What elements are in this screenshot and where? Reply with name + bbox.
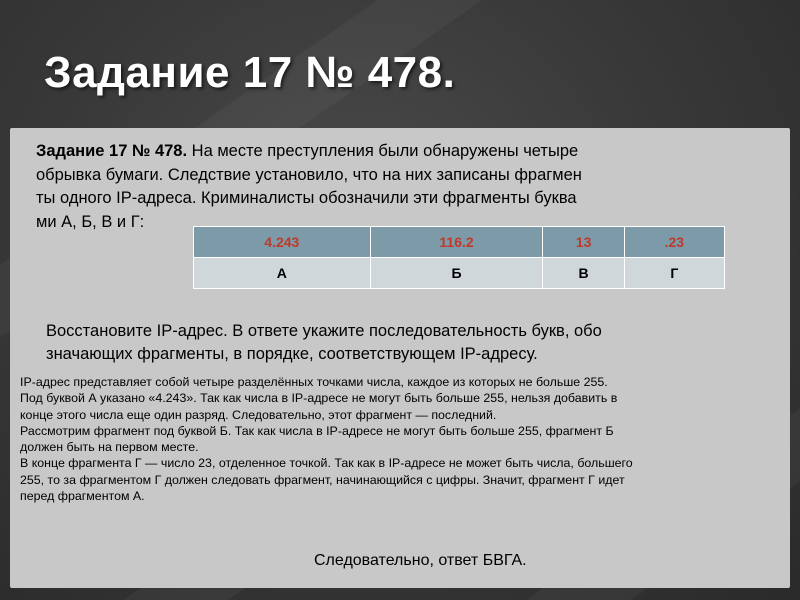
solution-line: IP-адрес представляет собой четыре разделённых точками числа, каждое из которых не больше 255. <box>20 375 608 389</box>
fragments-table <box>193 226 725 289</box>
restore-instruction <box>46 320 736 366</box>
fragment-letters-row <box>194 258 725 289</box>
task-text-line: ми А, Б, В и Г: <box>36 212 145 231</box>
fragment-letter-cell: В <box>543 258 624 289</box>
fragment-letter-cell: Б <box>370 258 543 289</box>
task-statement <box>36 140 726 234</box>
fragment-letter-cell: Г <box>624 258 724 289</box>
solution-line: конце этого числа еще один разряд. Следовательно, этот фрагмент — последний. <box>20 407 497 422</box>
task-text-line: ты одного IP-адреса. Криминалисты обозначили эти фрагменты буква <box>36 189 577 207</box>
task-text-line: На месте преступления были обнаружены четыре <box>187 142 579 160</box>
fragment-letter-cell: А <box>194 258 371 289</box>
answer-text: Следовательно, ответ БВГА. <box>314 552 527 569</box>
fragment-value-cell: .23 <box>624 227 724 258</box>
solution-line: должен быть на первом месте. <box>20 440 199 455</box>
solution-line: перед фрагментом А. <box>20 489 145 504</box>
fragment-values-row <box>194 227 725 258</box>
fragment-value-cell: 116.2 <box>370 227 543 258</box>
fragment-value-cell: 4.243 <box>194 227 371 258</box>
task-number: Задание 17 № 478. <box>36 142 188 160</box>
solution-line: Рассмотрим фрагмент под буквой Б. Так как числа в IP-адресе не могут быть больше 255, фрагмент Б <box>20 423 614 438</box>
fragment-value-cell: 13 <box>543 227 624 258</box>
solution-line: 255, то за фрагментом Г должен следовать фрагмент, начинающийся с цифры. Значит, фрагмент Г идет <box>20 472 625 487</box>
instruction-line: значающих фрагменты, в порядке, соответствующем IP-адресу. <box>46 345 538 363</box>
instruction-line: Восстановите IP-адрес. В ответе укажите последовательность букв, обо <box>46 322 602 340</box>
solution-text <box>20 374 780 504</box>
slide-title: Задание 17 № 478. <box>44 48 456 97</box>
solution-line: Под буквой А указано «4.243». Так как числа в IP-адресе не могут быть больше 255, нельзя добавить в <box>20 391 618 406</box>
solution-line: В конце фрагмента Г — число 23, отделенное точкой. Так как в IP-адресе не может быть числа, большего <box>20 456 633 471</box>
task-text-line: обрывка бумаги. Следствие установило, что на них записаны фрагмен <box>36 165 582 184</box>
